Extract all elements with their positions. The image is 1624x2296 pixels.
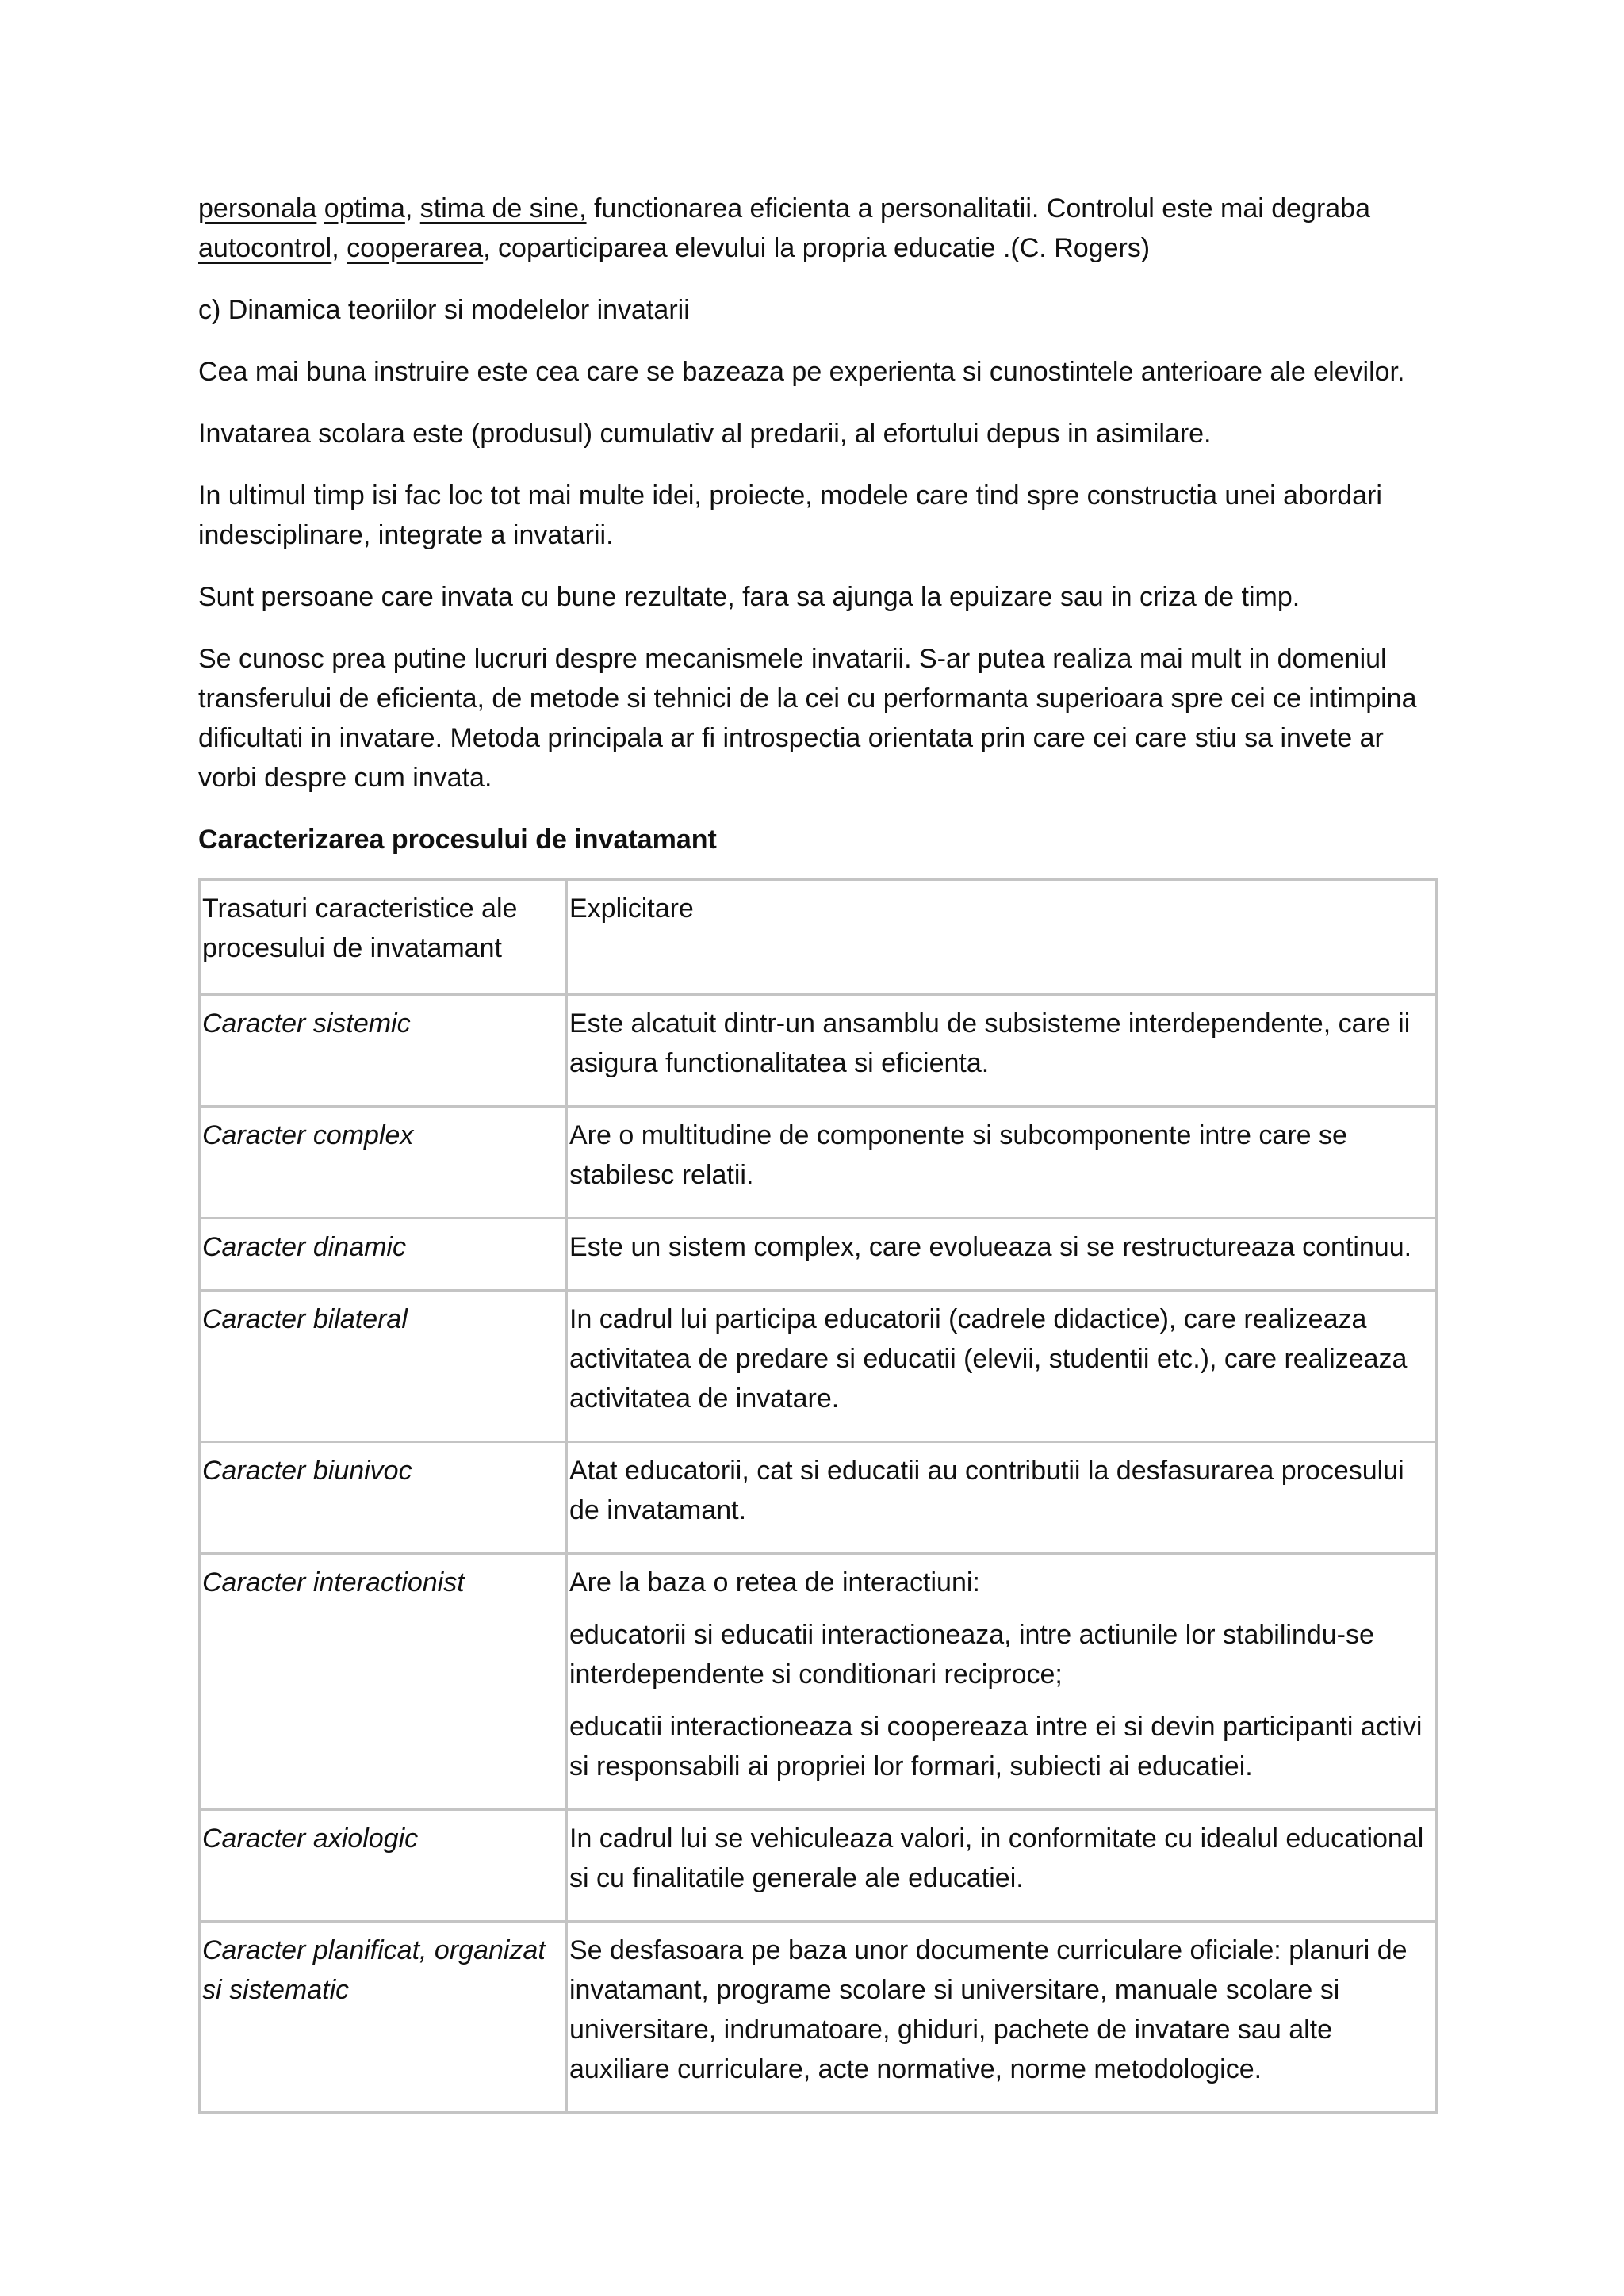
body-paragraph: Se cunosc prea putine lucruri despre mecanismele invatarii. S-ar putea realiza mai mult in domeniul transferului de eficienta, de metode si tehnici de la cei cu performanta superioara spre cei ce intimpina dificultati in invatare. Metoda principala ar fi introspectia orientata prin care cei care stiu sa invete ar vorbi despre cum invata.: [198, 644, 1417, 793]
header-cell-traits: Trasaturi caracteristice ale procesului de invatamant: [200, 880, 567, 995]
body-paragraph: Cea mai buna instruire este cea care se bazeaza pe experienta si cunostintele anterioare ale elevilor.: [198, 357, 1405, 387]
body-paragraph: In ultimul timp isi fac loc tot mai multe idei, proiecte, modele care tind spre constructia unei abordari indesciplinare, integrate a invatarii.: [198, 480, 1382, 550]
document-page: [198, 189, 1435, 2114]
table-row: [200, 1442, 1437, 1554]
trait-cell: Caracter sistemic: [200, 995, 567, 1107]
explanation-text: Este alcatuit dintr-un ansamblu de subsisteme interdependente, care ii asigura functionalitatea si eficienta.: [569, 1008, 1411, 1078]
table-row: [200, 995, 1437, 1107]
underlined-term: autocontrol: [198, 233, 332, 263]
subsection-heading: c) Dinamica teoriilor si modelelor invatarii: [198, 295, 690, 325]
body-paragraph: Sunt persoane care invata cu bune rezultate, fara sa ajunga la epuizare sau in criza de timp.: [198, 582, 1300, 612]
table-row: [200, 1219, 1437, 1291]
explanation-cell: [567, 1291, 1437, 1442]
explanation-text: Se desfasoara pe baza unor documente curriculare oficiale: planuri de invatamant, programe scolare si universitare, manuale scolare si universitare, indrumatoare, ghiduri, pachete de invatare sau alte auxiliare curriculare, acte normative, norme metodologice.: [569, 1935, 1408, 2084]
underlined-term: stima de sine,: [419, 193, 587, 224]
table-row: [200, 1554, 1437, 1810]
explanation-text: In cadrul lui se vehiculeaza valori, in conformitate cu idealul educational si cu finalitatile generale ale educatiei.: [569, 1823, 1424, 1893]
underlined-term: cooperarea: [347, 233, 484, 263]
intro-text: ,: [404, 193, 420, 224]
explanation-text: Are la baza o retea de interactiuni:: [569, 1567, 980, 1598]
explanation-cell: [567, 995, 1437, 1107]
trait-cell: Caracter planificat, organizat si sistematic: [200, 1922, 567, 2113]
table-row: [200, 1922, 1437, 2113]
intro-paragraph: [198, 189, 1435, 268]
explanation-text: Atat educatorii, cat si educatii au contributii la desfasurarea procesului de invatamant.: [569, 1456, 1404, 1525]
trait-cell: Caracter biunivoc: [200, 1442, 567, 1554]
intro-text: functionarea eficienta a personalitatii. Controlul este mai degraba: [586, 193, 1371, 224]
underlined-term: optima: [324, 193, 405, 224]
trait-cell: Caracter axiologic: [200, 1810, 567, 1922]
explanation-text: educatii interactioneaza si coopereaza intre ei si devin participanti activi si responsabili ai propriei lor formari, subiecti ai educatiei.: [569, 1712, 1423, 1781]
underlined-term: personala: [198, 193, 317, 224]
intro-text: , coparticiparea elevului la propria educatie .(C. Rogers): [483, 233, 1151, 263]
explanation-text: In cadrul lui participa educatorii (cadrele didactice), care realizeaza activitatea de predare si educatii (elevii, studentii etc.), care realizeaza activitatea de invatare.: [569, 1304, 1408, 1414]
explanation-cell: [567, 1922, 1437, 2113]
trait-cell: Caracter bilateral: [200, 1291, 567, 1442]
header-cell-explanation: Explicitare: [567, 880, 1437, 995]
trait-cell: Caracter dinamic: [200, 1219, 567, 1291]
characteristics-table: [198, 878, 1438, 2114]
explanation-cell: [567, 1442, 1437, 1554]
table-row: [200, 1107, 1437, 1219]
trait-cell: Caracter interactionist: [200, 1554, 567, 1810]
body-paragraph: Invatarea scolara este (produsul) cumulativ al predarii, al efortului depus in asimilare.: [198, 419, 1212, 449]
intro-text: ,: [331, 233, 347, 263]
table-header-row: [200, 880, 1437, 995]
explanation-cell: [567, 1554, 1437, 1810]
trait-cell: Caracter complex: [200, 1107, 567, 1219]
explanation-cell: [567, 1219, 1437, 1291]
intro-text: [316, 193, 324, 224]
explanation-cell: [567, 1107, 1437, 1219]
explanation-text: Este un sistem complex, care evolueaza si se restructureaza continuu.: [569, 1232, 1412, 1262]
section-title: Caracterizarea procesului de invatamant: [198, 825, 717, 855]
explanation-text: educatorii si educatii interactioneaza, intre actiunile lor stabilindu-se interdependente si conditionari reciproce;: [569, 1620, 1374, 1689]
table-row: [200, 1291, 1437, 1442]
explanation-text: Are o multitudine de componente si subcomponente intre care se stabilesc relatii.: [569, 1120, 1347, 1190]
explanation-cell: [567, 1810, 1437, 1922]
table-row: [200, 1810, 1437, 1922]
